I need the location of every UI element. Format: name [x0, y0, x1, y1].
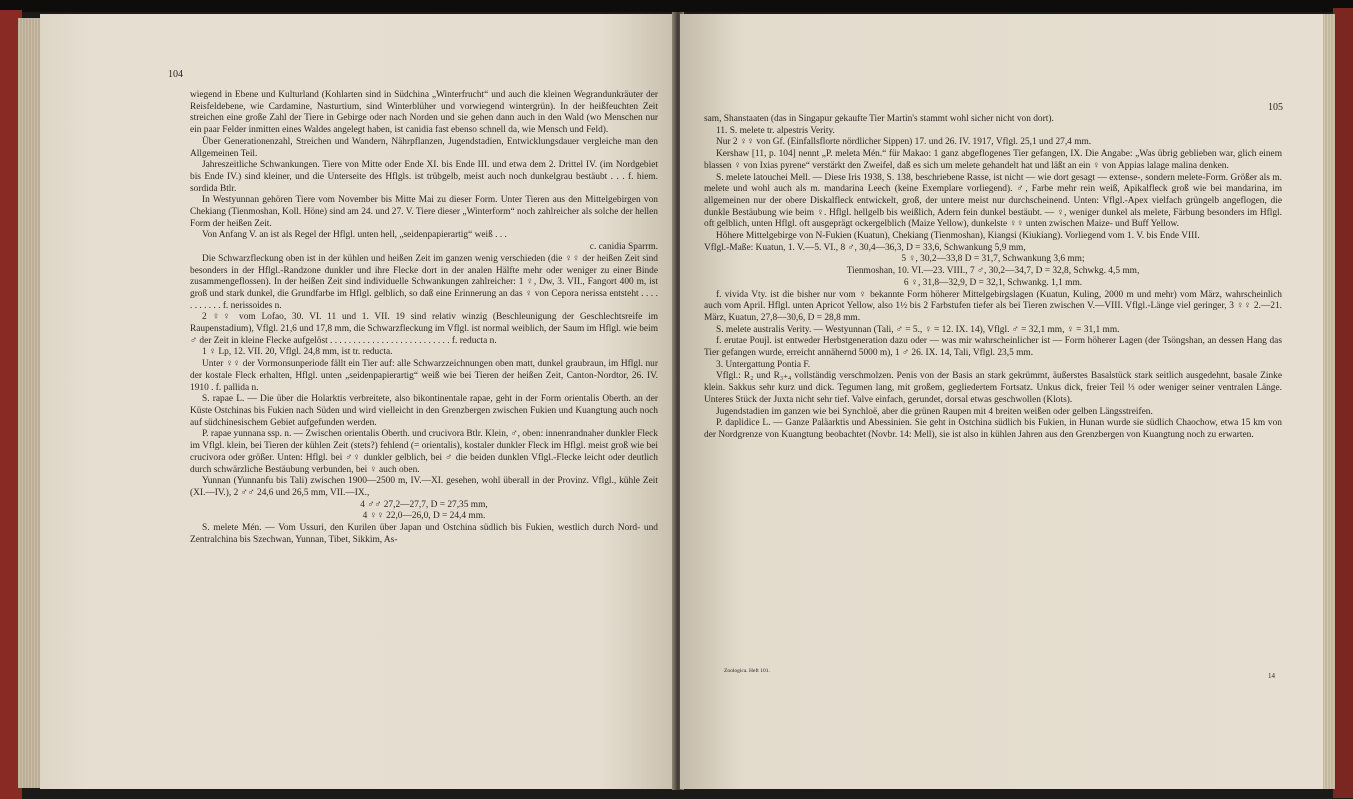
paragraph: S. melete australis Verity. — Westyunnan (Tali, ♂ = 5., ♀ = 12. IX. 14), Vflgl. ♂ = 32,1 mm, ♀ = 31,1 mm. [716, 324, 1120, 335]
paragraph: Von Anfang V. an ist als Regel der Hflgl. unten hell, „seidenpapierartig“ weiß . . . [202, 230, 507, 241]
paragraph: Die Schwarzfleckung oben ist in der kühlen und heißen Zeit im ganzen wenig verschieden (die ♀♀ der heißen Zeit sind besonders in der Hflgl.-Randzone dunkler und ihre Flecke dort in der analen Hälfte mehr oder weniger zu einer Binde zusammengeflossen). In der heißen Zeit sind individuelle Schwankungen zahlreicher: 1 ♀, Dw, 3. VII., Fangort 400 m, ist groß und stark dunkel, die Grundfarbe im Hflgl. gelblich, so daß eine Erinnerung an das ♀ von Cepora nerissa entsteht . . . . . . . . . . . f. nerissoides n. [190, 253, 658, 311]
paragraph: 3. Untergattung Pontia F. [716, 359, 811, 370]
paragraph: 4 ♂♂ 27,2—27,7, D = 27,35 mm, [360, 499, 488, 510]
paragraph: In Westyunnan gehören Tiere vom November bis Mitte Mai zu dieser Form. Unter Tieren aus den Mittelgebirgen von Chekiang (Tienmoshan, Koll. Höne) sind am 24. und 27. V. Tiere dieser „Winterform“ noch zahlreicher als solche der hellen Form der heißen Zeit. [190, 195, 658, 229]
book-cover-right [1333, 8, 1353, 798]
paragraph: S. rapae L. — Die über die Holarktis verbreitete, also bikontinentale rapae, geht in der Form orientalis Oberth. an der Küste Ostchinas bis Fukien nach Süden und wird vielleicht in den Grenzbergen zwischen Fukien und Kuangtung auch noch auf südchinesischem Gebiet aufgefunden werden. [190, 394, 658, 428]
paragraph: Unter ♀♀ der Vormonsunperiode fällt ein Tier auf: alle Schwarzzeichnungen oben matt, dunkel graubraun, im Hflgl. nur der kostale Fleck erhalten, Hflgl. unten „seidenpapierartig“ weiß wie bei Tieren der heißen Zeit, Canton-Nordtor, 26. IV. 1910 . f. pallida n. [190, 359, 658, 393]
paragraph: Jugendstadien im ganzen wie bei Synchloë, aber die grünen Raupen mit 4 breiten weißen oder gelben Längsstreifen. [716, 406, 1153, 417]
right-page-body [704, 114, 1282, 442]
paragraph: f. erutae Poujl. ist entweder Herbstgeneration dazu oder — was mir wahrscheinlicher ist — Form höherer Lagen (der Tsöngshan, an dessen Hang das Tier gefangen wurde, erreicht annähernd 5000 m), 1 ♂ 26. IX. 14, Tali, Vflgl. 23,5 mm. [704, 336, 1282, 359]
printer-signature: 14 [1268, 672, 1275, 680]
paragraph: Nur 2 ♀♀ von Gf. (Einfallsflorte nördlicher Sippen) 17. und 26. IV. 1917, Vflgl. 25,1 und 27,4 mm. [716, 137, 1092, 148]
paragraph: Tienmoshan, 10. VI.—23. VIII., 7 ♂, 30,2—34,7, D = 32,8, Schwkg. 4,5 mm, [846, 266, 1140, 277]
paragraph: 6 ♀, 31,8—32,9, D = 32,1, Schwankg. 1,1 mm. [903, 277, 1083, 288]
right-page [680, 14, 1323, 789]
paragraph: sam, Shanstaaten (das in Singapur gekaufte Tier Martin's stammt wohl sicher nicht von dort). [704, 114, 1054, 124]
left-page-number: 104 [168, 69, 183, 80]
paragraph: Vflgl.: R₂ und R₃₊₄ vollständig verschmolzen. Penis von der Basis an stark gekrümmt, äußerstes Basalstück stark seitlich ausgedehnt, basale Zinke klein. Sakkus sehr kurz und dick. Tegumen lang, mit großem, gegliedertem Fortsatz. Unkus dick, freier Teil ⅓ oder weniger seiner ventralen Länge. Unteres Stück der Juxta nicht sehr tief. Valve einfach, gerundet, dorsal etwas geschwollen (Klots). [704, 371, 1282, 405]
paragraph: Vflgl.-Maße: Kuatun, 1. V.—5. VI., 8 ♂, 30,4—36,3, D = 33,6, Schwankung 5,9 mm, [704, 242, 1026, 253]
paragraph: S. melete latouchei Mell. — Diese Iris 1938, S. 138, beschriebene Rasse, ist nicht — wie dort gesagt — extense-, sondern melete-Form. Größer als m. melete und wohl auch als m. mandarina Leech (keine Exemplare vorliegend). ♂, Farbe mehr rein weiß, Apikalfleck groß wie bei mandarina, im allgemeinen nur der obere Diskalfleck entwickelt, groß, der untere meist nur durchscheinend. Unten: Vflgl.-Apex vielfach grüngelb angeflogen, die dunkle Bestäubung wie beim ♀. Hflgl. hellgelb bis weißlich, Adern fein dunkel bestäubt. — ♀, weniger dunkel als melete, Färbung besonders im Hflgl. oft gelblich, unten Hflgl. oft ausgeprägt ockergelblich (Maize Yellow), dunkelste ♀♀ unten zwischen Maize- und Buff Yellow. [704, 172, 1282, 230]
footer-journal: Zoologica. Heft 101. [724, 668, 770, 674]
paragraph: Kershaw [11, p. 104] nennt „P. meleta Mén.“ für Makao: 1 ganz abgeflogenes Tier gefangen, IX. Die Angabe: „Was übrig geblieben war, glich einem blassen ♀ von Ixias pyrene“ verstärkt den Zweifel, daß es sich um melete gehandelt hat und läßt an ein ♀ von Appias lalage malina denken. [704, 149, 1282, 171]
paragraph: 4 ♀♀ 22,0—26,0, D = 24,4 mm. [362, 511, 486, 522]
page-stack-right [1323, 14, 1335, 789]
paragraph: Höhere Mittelgebirge von N-Fukien (Kuatun), Chekiang (Tienmoshan), Kiangsi (Kiukiang). Vorliegend vom 1. V. bis Ende VIII. [716, 231, 1200, 242]
paragraph: 5 ♀, 30,2—33,8 D = 31,7, Schwankung 3,6 mm; [901, 254, 1085, 265]
paragraph: 11. S. melete tr. alpestris Verity. [716, 125, 835, 136]
right-page-number: 105 [1268, 102, 1283, 113]
paragraph: wiegend in Ebene und Kulturland (Kohlarten sind in Südchina „Winterfrucht“ und auch die kleinen Wegrandunkräuter der Reisfeldebene, wie Cardamine, Nasturtium, sind Winterblüher und vorwiegend wintergrün). In der heißfeuchten Zeit streichen eine große Zahl der Tiere in Gebirge oder nach Norden und sie gehen dann auch in den Wald (wo Menschen nur ein paar Felder inmitten eines Waldes angelegt haben, ist canidia fast ebenso schnell da, wie Mensch und Feld). [190, 90, 658, 136]
left-page-body [190, 90, 658, 546]
paragraph: c. canidia Sparrm. [589, 242, 658, 253]
paragraph: P. rapae yunnana ssp. n. — Zwischen orientalis Oberth. und crucivora Btlr. Klein, ♂, oben: innenrandnaher dunkler Fleck im Vflgl. klein, bei Tieren der kühlen Zeit (stets?) fehlend (= orientalis), kostaler dunkler Fleck im Hflgl. meist groß wie bei crucivora oder größer. Unten: Hflgl. bei ♂♀ dunkler gelblich, bei ♂ die beiden dunklen Vflgl.-Flecke leicht oder deutlich durch schwärzliche Bestäubung verbunden, bei ♀ auch oben. [190, 429, 658, 475]
paragraph: P. daplidice L. — Ganze Paläarktis und Abessinien. Sie geht in Ostchina südlich bis Fukien, in Hunan wurde sie südlich Chaochow, etwa 15 km von der Nordgrenze von Kuangtung beobachtet (Novbr. 14: Mell), sie ist also in kühlen Jahren aus den Grenzbergen von Kuangtung noch zu erwarten. [704, 418, 1282, 440]
paragraph: S. melete Mén. — Vom Ussuri, den Kurilen über Japan und Ostchina südlich bis Fukien, westlich durch Nord- und Zentralchina bis Szechwan, Yunnan, Tibet, Sikkim, As- [190, 523, 658, 545]
book-top-edge [0, 0, 1353, 12]
paragraph: 1 ♀ Lp, 12. VII. 20, Vflgl. 24,8 mm, ist tr. reducta. [202, 347, 393, 358]
paragraph: 2 ♀♀ vom Lofao, 30. VI. 11 und 1. VII. 19 sind relativ winzig (Beschleunigung der Geschlechtsreife im Raupenstadium), Vflgl. 21,6 und 17,8 mm, die Schwarzfleckung im Vflgl. ist normal weiblich, der Saum im Hflgl. wie beim ♂ der Zeit in kleine Flecke aufgelöst . . . . . . . . . . . . . . . . . . . . . . . . . . f. reducta n. [190, 312, 658, 346]
paragraph: Jahreszeitliche Schwankungen. Tiere von Mitte oder Ende XI. bis Ende III. und etwa dem 2. Drittel IV. (im Nordgebiet bis Ende IV.) sind kleiner, und die Unterseite des Hflgls. ist trübgelb, meist auch noch dunkelgrau bestäubt . . . f. hiem. sordida Btlr. [190, 160, 658, 194]
paragraph: f. vivida Vty. ist die bisher nur vom ♀ bekannte Form höherer Mittelgebirgslagen (Kuatun, Kuling, 2000 m und mehr) vom März, wahrscheinlich auch vom April. Hflgl. unten Apricot Yellow, also 1½ bis 2 Farbstufen tiefer als bei Tieren zwischen V.—VIII. Vflgl.-Länge viel geringer, 3 ♀♀ 2.—21. März, Kuatun, 27,8—30,6, D = 28,8 mm. [704, 289, 1282, 323]
paragraph: Yunnan (Yunnanfu bis Tali) zwischen 1900—2500 m, IV.—XI. gesehen, wohl überall in der Provinz. Vflgl., kühle Zeit (XI.—IV.), 2 ♂♂ 24,6 und 26,5 mm, VII.—IX., [190, 476, 658, 498]
paragraph: Über Generationenzahl, Streichen und Wandern, Nährpflanzen, Jugendstadien, Entwicklungsdauer vergleiche man den Allgemeinen Teil. [190, 136, 658, 159]
left-page [40, 14, 676, 789]
